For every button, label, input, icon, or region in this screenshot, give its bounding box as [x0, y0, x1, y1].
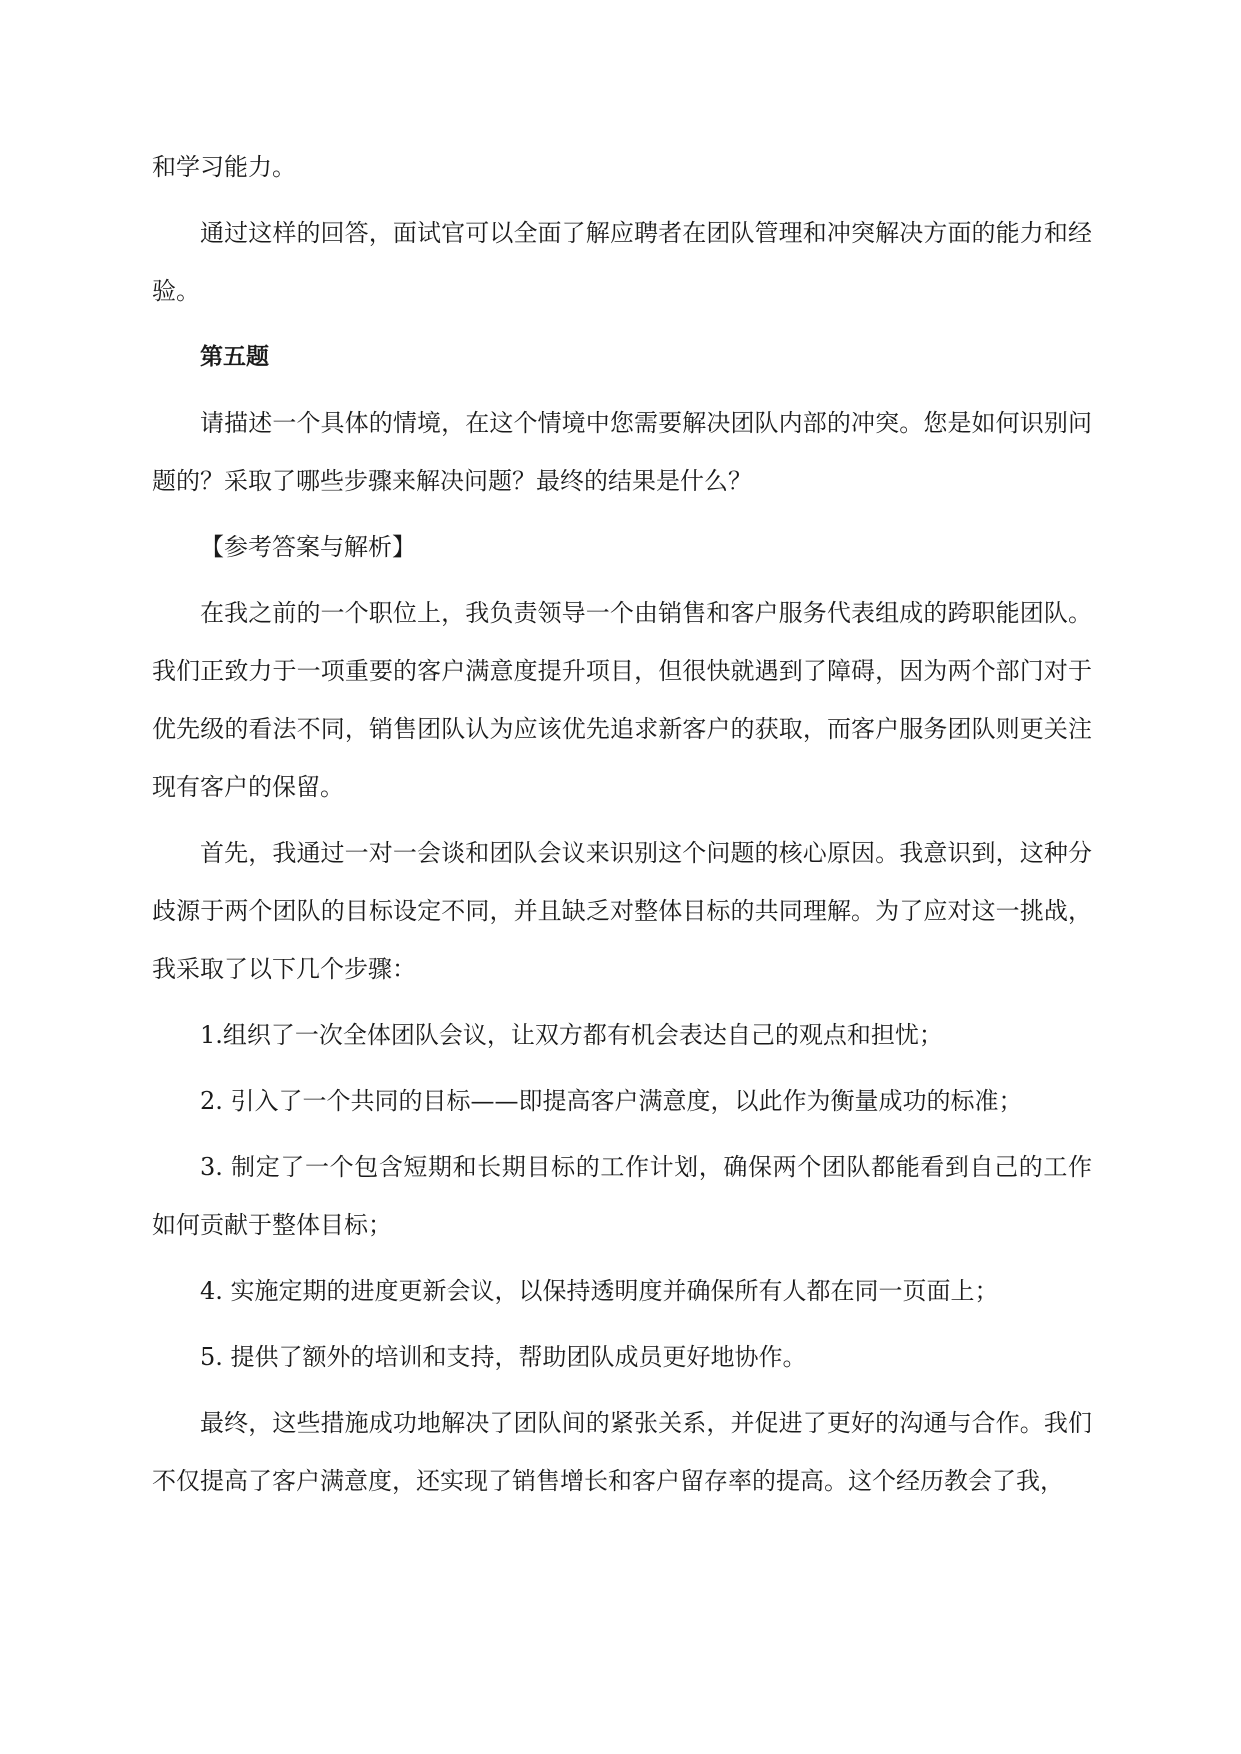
list-item-1: 1.组织了一次全体团队会议，让双方都有机会表达自己的观点和担忧； [200, 1021, 943, 1049]
answer-label: 【参考答案与解析】 [200, 533, 416, 561]
paragraph-continuation: 和学习能力。 [152, 153, 296, 181]
list-item-5: 5. 提供了额外的培训和支持，帮助团队成员更好地协作。 [200, 1343, 807, 1371]
document-body [152, 138, 1092, 1518]
list-item-3: 3. 制定了一个包含短期和长期目标的工作计划，确保两个团队都能看到自己的工作如何贡献于整体目标； [152, 1153, 1092, 1239]
question-paragraph: 请描述一个具体的情境，在这个情境中您需要解决团队内部的冲突。您是如何识别问题的？采取了哪些步骤来解决问题？最终的结果是什么？ [152, 409, 1092, 495]
section-heading: 第五题 [200, 344, 269, 370]
list-item-4: 4. 实施定期的进度更新会议，以保持透明度并确保所有人都在同一页面上； [200, 1277, 999, 1305]
answer-paragraph-approach: 首先，我通过一对一会谈和团队会议来识别这个问题的核心原因。我意识到，这种分歧源于两个团队的目标设定不同，并且缺乏对整体目标的共同理解。为了应对这一挑战，我采取了以下几个步骤： [152, 839, 1092, 983]
answer-paragraph-context: 在我之前的一个职位上，我负责领导一个由销售和客户服务代表组成的跨职能团队。我们正致力于一项重要的客户满意度提升项目，但很快就遇到了障碍，因为两个部门对于优先级的看法不同，销售团队认为应该优先追求新客户的获取，而客户服务团队则更关注现有客户的保留。 [152, 599, 1092, 801]
list-item-2: 2. 引入了一个共同的目标——即提高客户满意度，以此作为衡量成功的标准； [200, 1087, 1023, 1115]
paragraph-summary: 通过这样的回答，面试官可以全面了解应聘者在团队管理和冲突解决方面的能力和经验。 [152, 219, 1092, 305]
answer-paragraph-result: 最终，这些措施成功地解决了团队间的紧张关系，并促进了更好的沟通与合作。我们不仅提高了客户满意度，还实现了销售增长和客户留存率的提高。这个经历教会了我， [152, 1409, 1092, 1495]
